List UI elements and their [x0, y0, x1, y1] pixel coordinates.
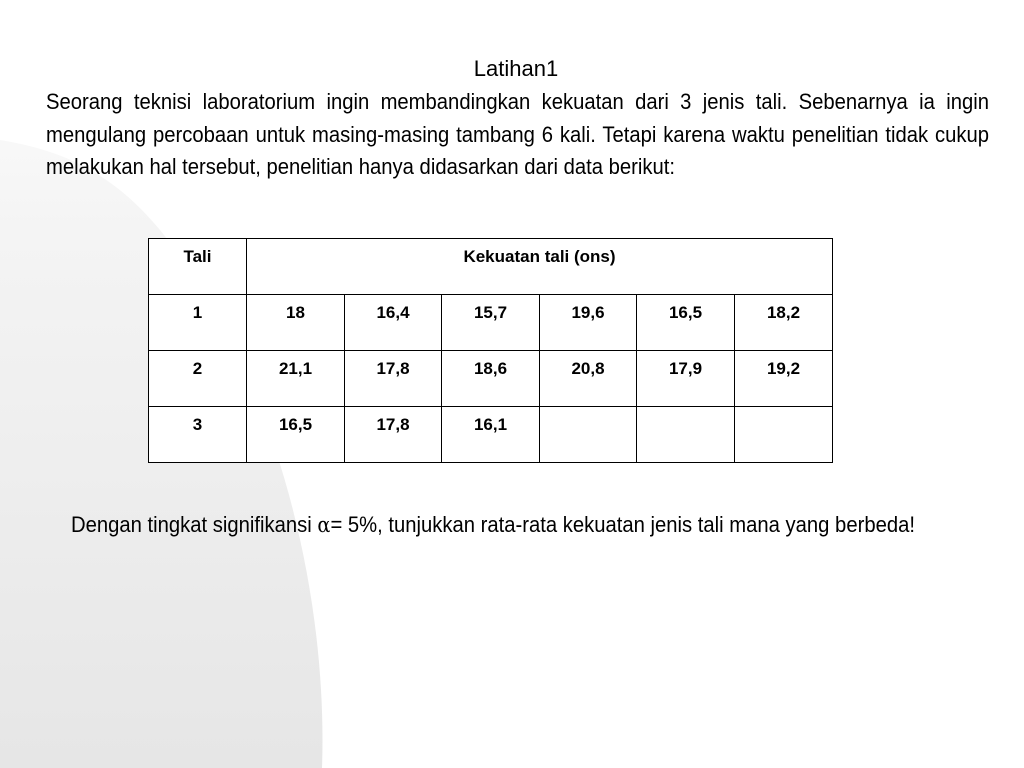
table-cell: 16,1	[442, 407, 540, 463]
table-cell: 17,9	[637, 351, 735, 407]
intro-paragraph: Seorang teknisi laboratorium ingin membandingkan kekuatan dari 3 jenis tali. Sebenarnya ia ingin mengulang percobaan untuk masing-masing tambang 6 kali. Tetapi karena waktu penelitian tidak cukup melakukan hal tersebut, penelitian hanya didasarkan dari data berikut:	[46, 89, 989, 179]
table-row	[149, 407, 833, 463]
table-row	[149, 351, 833, 407]
slide-title: Latihan1	[473, 56, 559, 81]
table-cell: 18	[247, 295, 345, 351]
question-text-end: = 5%, tunjukkan rata-rata kekuatan jenis tali mana yang berbeda!	[330, 512, 915, 537]
question-paragraph	[71, 510, 988, 540]
table-cell	[637, 407, 735, 463]
table-cell: 19,2	[735, 351, 833, 407]
table-cell: 16,5	[637, 295, 735, 351]
alpha-symbol: α	[317, 513, 331, 537]
question-text-start: Dengan tingkat signifikansi	[71, 512, 318, 537]
row-label: 3	[149, 407, 247, 463]
table-row	[149, 295, 833, 351]
table-cell	[735, 407, 833, 463]
header-tali: Tali	[149, 239, 247, 295]
row-label: 2	[149, 351, 247, 407]
table-header-row	[149, 239, 833, 295]
table-cell: 17,8	[345, 351, 442, 407]
header-kekuatan: Kekuatan tali (ons)	[247, 239, 833, 295]
table-cell: 16,4	[345, 295, 442, 351]
table-cell: 15,7	[442, 295, 540, 351]
table-cell: 19,6	[540, 295, 637, 351]
table-cell: 21,1	[247, 351, 345, 407]
table-cell: 18,6	[442, 351, 540, 407]
row-label: 1	[149, 295, 247, 351]
table-cell: 16,5	[247, 407, 345, 463]
table-cell: 20,8	[540, 351, 637, 407]
table-cell: 17,8	[345, 407, 442, 463]
table-cell	[540, 407, 637, 463]
rope-strength-table	[148, 238, 833, 463]
table-cell: 18,2	[735, 295, 833, 351]
